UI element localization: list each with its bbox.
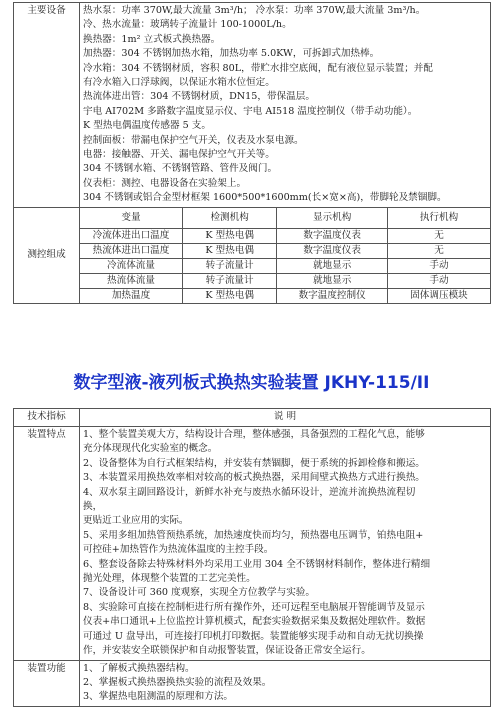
feature-line: 可通过 U 盘导出，可连接打印机打印数据。装置能够实现手动和自动无扰切换操 [83,630,424,642]
measure-cell-display: 数字温度控制仪 [277,288,388,303]
measure-cell-detector: K 型热电偶 [183,243,277,258]
measure-cell-variable: 冷流体流量 [80,258,183,273]
equipment-row [14,3,491,208]
functions-description [80,660,491,706]
measure-cell-variable: 热流体进出口温度 [80,243,183,258]
spec-header-index: 技术指标 [14,409,80,427]
measure-cell-display: 就地显示 [277,273,388,288]
measure-row-hot-flow [80,273,490,288]
measure-row-hot-temp [80,243,490,258]
measure-row-cold-flow [80,258,490,273]
measure-row-heating-temp [80,288,490,303]
measure-header-cell: 变量 [80,208,183,229]
feature-line: 1、整个装置美观大方，结构设计合理，整体感强，具备强烈的工程化气息，能够 [83,429,425,440]
equipment-line: 加热器：304 不锈钢加热水箱，加热功率 5.0KW，可拆卸式加热棒。 [83,48,380,60]
page-title: 数字型液-液列板式换热实验装置 JKHY-115/II [73,373,430,393]
measure-row-cold-temp [80,228,490,243]
feature-line: 4、双水泵主副回路设计，新鲜水补充与废热水循环设计，逆流并流换热流程切 [83,486,416,498]
feature-line: 2、设备整体为自行式框架结构，并安装有禁锢脚，便于系统的拆卸检修和搬运。 [83,457,425,469]
features-description [80,427,491,661]
measure-cell-variable: 加热温度 [80,288,183,303]
measure-cell-actuator: 无 [387,243,490,258]
measure-cell-actuator: 手动 [387,273,490,288]
measure-cell-actuator: 固体调压模块 [410,289,468,301]
equipment-line: 电器：接触器、开关、漏电保护空气开关等。 [83,149,275,161]
equipment-description [80,3,491,208]
equipment-line: 宇电 AI702M 多路数字温度显示仪、宇电 AI518 温度控制仪（带手动功能）。 [83,105,418,117]
functions-label: 装置功能 [14,660,80,706]
feature-line: 7、设备设计可 360 度观察，实现全方位教学与实验。 [83,587,315,599]
features-row [14,427,491,661]
function-line: 1、了解板式换热器结构。 [83,662,195,674]
equipment-line: 控制面板：带漏电保护空气开关，仪表及水泵电源。 [83,134,304,146]
equipment-line: 仪表柜：测控、电器设备在实验架上。 [83,177,247,189]
equipment-line: 304 不锈钢或铝合金型材框架 1600*500*1600mm(长×宽×高)，带脚轮及禁锢脚。 [83,192,447,204]
measure-label: 测控组成 [14,207,80,303]
measure-cell-detector: 转子流量计 [183,273,277,288]
measure-header-cell: 检测机构 [183,208,277,229]
function-line: 3、掌握热电阻测温的原理和方法。 [83,691,234,703]
function-line: 2、掌握板式换热器换热实验的流程及效果。 [83,676,272,688]
feature-line: 3、本装置采用换热效率相对较高的板式换热器，采用间壁式换热方式进行换热。 [83,472,425,484]
measure-cell-actuator: 无 [387,228,490,243]
equipment-table [13,2,491,304]
feature-line: 换， [83,501,103,513]
measure-cell-detector: K 型热电偶 [183,228,277,243]
equipment-line: 冷、热水流量：玻璃转子流量计 100-1000L/h。 [83,19,292,31]
feature-line: 更贴近工业应用的实际。 [83,515,189,527]
measure-cell-display: 就地显示 [277,258,388,273]
measure-cell-detector: 转子流量计 [183,258,277,273]
spec-header-description: 说 明 [80,409,491,427]
feature-line: 可控硅+加热管作为热流体温度的主控手段。 [83,544,274,556]
measure-cell [80,207,491,303]
equipment-line: K 型热电偶温度传感器 5 支。 [83,120,211,132]
measure-cell-detector: K 型热电偶 [183,288,277,303]
equipment-line: 热水泵：功率 370W,最大流量 3m³/h； 冷水泵：功率 370W,最大流量 3m³/h。 [83,5,426,16]
measure-row [14,207,491,303]
spec-header-row [14,409,491,427]
equipment-line: 热流体进出管：304 不锈钢材质，DN15，带保温层。 [83,91,315,103]
feature-line: 仪表+串口通讯+上位监控计算机模式，配套实验数据采集及数据处理软件。数据 [83,616,426,628]
measure-cell-actuator: 手动 [387,258,490,273]
feature-line: 抛光处理，体现整个装置的工艺完美性。 [83,573,256,585]
spec-table [13,408,491,707]
feature-line: 5、采用多组加热管预热系统，加热速度快而均匀，预热器电压调节，铂热电阻+ [83,529,424,541]
feature-line: 充分体现现代化实验室的概念。 [83,443,218,455]
feature-line: 6、整套设备除去特殊材料外均采用工业用 304 全不锈钢材料制作，整体进行精细 [83,558,431,570]
equipment-line: 冷水箱：304 不锈钢材质，容积 80L，带贮水排空底阀，配有液位显示装置；并配 [83,62,433,74]
measure-table [80,208,490,303]
measure-cell-variable: 冷流体进出口温度 [80,228,183,243]
equipment-label: 主要设备 [14,3,80,208]
features-label: 装置特点 [14,427,80,661]
measure-cell-display: 数字温度仪表 [277,243,388,258]
measure-header-row [80,208,490,229]
feature-line: 作，并安装安全联锁保护和自动报警装置，保证设备正常安全运行。 [83,645,371,657]
measure-cell-display: 数字温度仪表 [277,228,388,243]
feature-line: 8、实验除可直接在控制柜进行所有操作外，还可远程至电脑展开智能调节及显示 [83,601,425,613]
equipment-line: 有冷水箱入口浮球阀，以保证水箱水位恒定。 [83,77,275,89]
equipment-line: 换热器：1m² 立式板式换热器。 [83,33,221,45]
measure-header-cell: 执行机构 [387,208,490,229]
measure-cell-variable: 热流体流量 [80,273,183,288]
functions-row [14,660,491,706]
measure-header-cell: 显示机构 [277,208,388,229]
equipment-line: 304 不锈钢水箱、不锈钢管路、管件及阀门。 [83,163,278,175]
